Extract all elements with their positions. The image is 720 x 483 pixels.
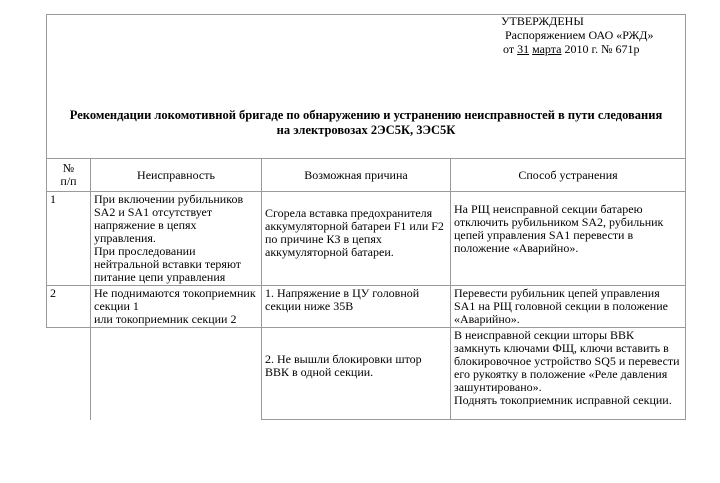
empty-cell (91, 328, 262, 420)
fix-text: В неисправной секции шторы ВВК замкнуть ключами ФЩ, ключи вставить в блокировочное устройство SQ5 и перевести его рукоятку в положение «Реле давления зашунтировано». (454, 328, 680, 394)
row-fault (91, 192, 262, 286)
header-num (47, 159, 91, 192)
date-suffix: 2010 г. № 671р (564, 42, 640, 56)
header-fault: Неисправность (91, 159, 262, 192)
fault-text: Не поднимаются токоприемник секции 1 (94, 286, 256, 313)
approval-stamp (501, 14, 653, 56)
document-title (46, 108, 686, 138)
fix-text: Поднять токоприемник исправной секции. (454, 393, 672, 407)
row-fix: На РЩ неисправной секции батарею отключить рубильником SA2, рубильник цепей управления SA1 перевести в положение «Аварийно». (451, 192, 686, 286)
header-num-line2: п/п (60, 174, 77, 188)
table-header-row (47, 159, 686, 192)
table-row (47, 286, 686, 328)
fault-text: При включении рубильников SA2 и SA1 отсутствует напряжение в цепях управления. (94, 192, 244, 245)
table-row (47, 328, 686, 420)
approval-line2: Распоряжением ОАО «РЖД» (505, 28, 654, 42)
row-fault (91, 286, 262, 328)
row-number: 1 (47, 192, 91, 286)
title-line2: на электровозах 2ЭС5К, 3ЭС5К (276, 123, 456, 137)
row-fix (451, 328, 686, 420)
faults-table (46, 158, 686, 420)
row-cause: 2. Не вышли блокировки штор ВВК в одной секции. (262, 328, 451, 420)
date-day: 31 (517, 42, 530, 56)
table-row (47, 192, 686, 286)
empty-cell (47, 328, 91, 420)
approval-date (501, 42, 653, 56)
date-month: марта (532, 42, 562, 56)
row-fix: Перевести рубильник цепей управления SA1 на РЩ головной секции в положение «Аварийно». (451, 286, 686, 328)
fault-text: или токоприемник секции 2 (94, 312, 237, 326)
date-prefix: от (503, 42, 515, 56)
title-line1: Рекомендации локомотивной бригаде по обнаружению и устранению неисправностей в пути следования (69, 108, 663, 122)
header-cause: Возможная причина (262, 159, 451, 192)
row-cause: 1. Напряжение в ЦУ головной секции ниже 35В (262, 286, 451, 328)
header-num-line1: № (62, 161, 75, 175)
fault-text: При проследовании нейтральной вставки теряют питание цепи управления (94, 244, 241, 284)
row-cause: Сгорела вставка предохранителя аккумуляторной батареи F1 или F2 по причине КЗ в цепях аккумуляторной батареи. (262, 192, 451, 286)
header-fix: Способ устранения (451, 159, 686, 192)
approval-line1: УТВЕРЖДЕНЫ (501, 14, 584, 28)
row-number: 2 (47, 286, 91, 328)
